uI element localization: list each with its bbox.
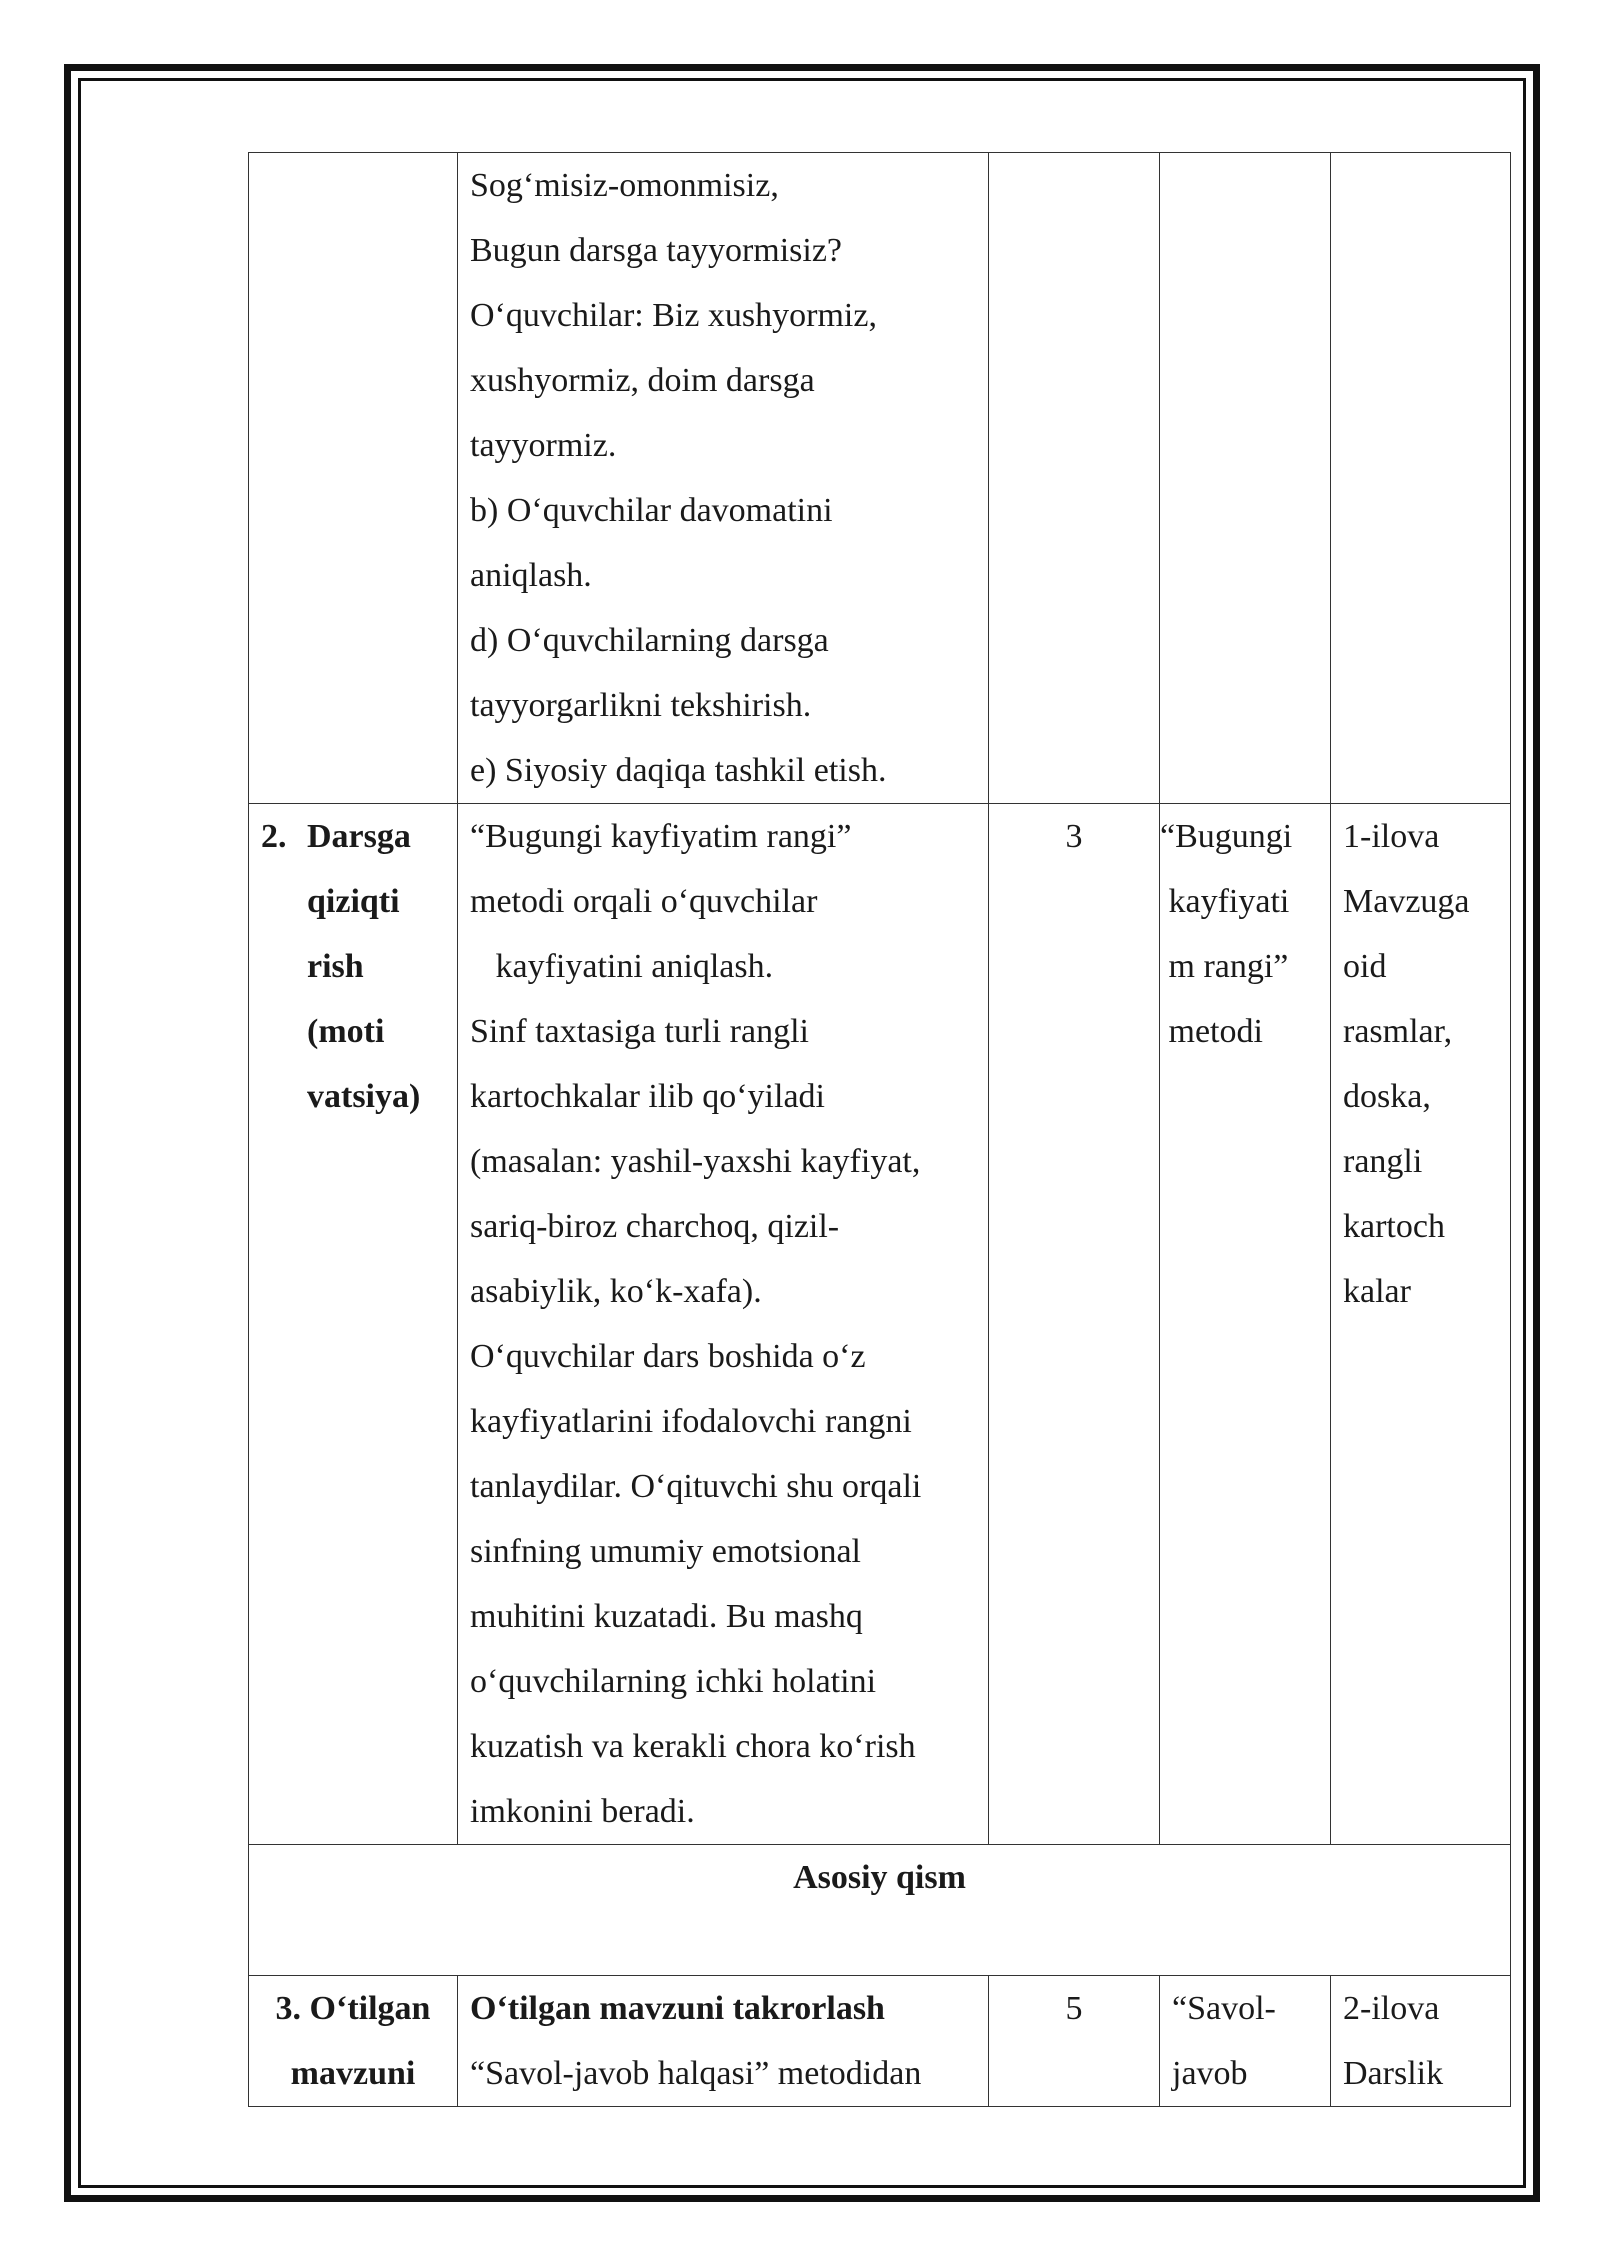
method-line: “Bugungi xyxy=(1160,818,1293,855)
content-line: “Savol-javob halqasi” metodidan xyxy=(470,2055,922,2092)
stage-line: Darsga xyxy=(307,818,411,855)
method-line: javob xyxy=(1172,2055,1248,2092)
resource-line: oid xyxy=(1343,948,1387,985)
method-cell xyxy=(1160,1976,1331,2107)
resource-line: rangli xyxy=(1343,1143,1423,1180)
content-line: o‘quvchilarning ichki holatini xyxy=(470,1663,877,1700)
content-line: e) Siyosiy daqiqa tashkil etish. xyxy=(470,752,887,789)
time-value: 3 xyxy=(1065,818,1083,855)
content-line: tayyormiz. xyxy=(470,427,617,464)
content-cell xyxy=(458,1976,989,2107)
stage-line: 3. O‘tilgan xyxy=(275,1990,431,2027)
resource-line: 2-ilova xyxy=(1343,1990,1440,2027)
section-title: Asosiy qism xyxy=(249,1845,1511,1976)
content-line: muhitini kuzatadi. Bu mashq xyxy=(470,1598,863,1635)
content-line: “Bugungi kayfiyatim rangi” xyxy=(470,818,852,855)
content-line: tayyorgarlikni tekshirish. xyxy=(470,687,812,724)
content-line: xushyormiz, doim darsga xyxy=(470,362,815,399)
content-line: Sog‘misiz-omonmisiz, xyxy=(470,167,779,204)
content-cell xyxy=(458,804,989,1845)
resource-line: doska, xyxy=(1343,1078,1431,1115)
lesson-plan-table xyxy=(248,152,1511,2107)
stage-line: (moti xyxy=(307,1013,385,1050)
content-line: sinfning umumiy emotsional xyxy=(470,1533,861,1570)
section-row xyxy=(249,1845,1511,1976)
time-cell xyxy=(989,153,1160,804)
resources-cell xyxy=(1331,1976,1511,2107)
resource-line: Mavzuga xyxy=(1343,883,1470,920)
method-cell xyxy=(1160,153,1331,804)
stage-line: mavzuni xyxy=(290,2055,416,2092)
content-line: kuzatish va kerakli chora ko‘rish xyxy=(470,1728,916,1765)
method-line: kayfiyati xyxy=(1160,883,1290,920)
content-line: asabiylik, ko‘k-xafa). xyxy=(470,1273,762,1310)
resources-cell xyxy=(1331,804,1511,1845)
content-line: kartochkalar ilib qo‘yiladi xyxy=(470,1078,825,1115)
time-value: 5 xyxy=(1065,1990,1083,2027)
resource-line: kalar xyxy=(1343,1273,1411,1310)
method-cell xyxy=(1160,804,1331,1845)
content-line: kayfiyatlarini ifodalovchi rangni xyxy=(470,1403,912,1440)
content-line: O‘quvchilar dars boshida o‘z xyxy=(470,1338,866,1375)
method-line: metodi xyxy=(1160,1013,1263,1050)
stage-number: 2. xyxy=(261,818,287,855)
content-line: imkonini beradi. xyxy=(470,1793,695,1830)
method-line: “Savol- xyxy=(1172,1990,1276,2027)
resource-line: rasmlar, xyxy=(1343,1013,1453,1050)
content-line: d) O‘quvchilarning darsga xyxy=(470,622,829,659)
resource-line: Darslik xyxy=(1343,2055,1444,2092)
stage-line: vatsiya) xyxy=(307,1078,421,1115)
time-cell xyxy=(989,1976,1160,2107)
resources-cell xyxy=(1331,153,1511,804)
resource-line: kartoch xyxy=(1343,1208,1445,1245)
stage-cell xyxy=(249,804,458,1845)
content-line: b) O‘quvchilar davomatini xyxy=(470,492,833,529)
table-row xyxy=(249,153,1511,804)
content-line: Sinf taxtasiga turli rangli xyxy=(470,1013,809,1050)
table-row xyxy=(249,804,1511,1845)
content-line: (masalan: yashil-yaxshi kayfiyat, xyxy=(470,1143,921,1180)
stage-cell xyxy=(249,1976,458,2107)
content-line: kayfiyatini aniqlash. xyxy=(470,948,774,985)
content-line: tanlaydilar. O‘qituvchi shu orqali xyxy=(470,1468,922,1505)
stage-line: qiziqti xyxy=(307,883,400,920)
stage-line: rish xyxy=(307,948,364,985)
content-cell xyxy=(458,153,989,804)
content-line: aniqlash. xyxy=(470,557,592,594)
content-line: sariq-biroz charchoq, qizil- xyxy=(470,1208,840,1245)
stage-cell xyxy=(249,153,458,804)
content-line: O‘quvchilar: Biz xushyormiz, xyxy=(470,297,877,334)
content-title: O‘tilgan mavzuni takrorlash xyxy=(470,1990,885,2027)
content-line: metodi orqali o‘quvchilar xyxy=(470,883,818,920)
table-row xyxy=(249,1976,1511,2107)
content-line: Bugun darsga tayyormisiz? xyxy=(470,232,843,269)
resource-line: 1-ilova xyxy=(1343,818,1440,855)
method-line: m rangi” xyxy=(1160,948,1289,985)
time-cell xyxy=(989,804,1160,1845)
